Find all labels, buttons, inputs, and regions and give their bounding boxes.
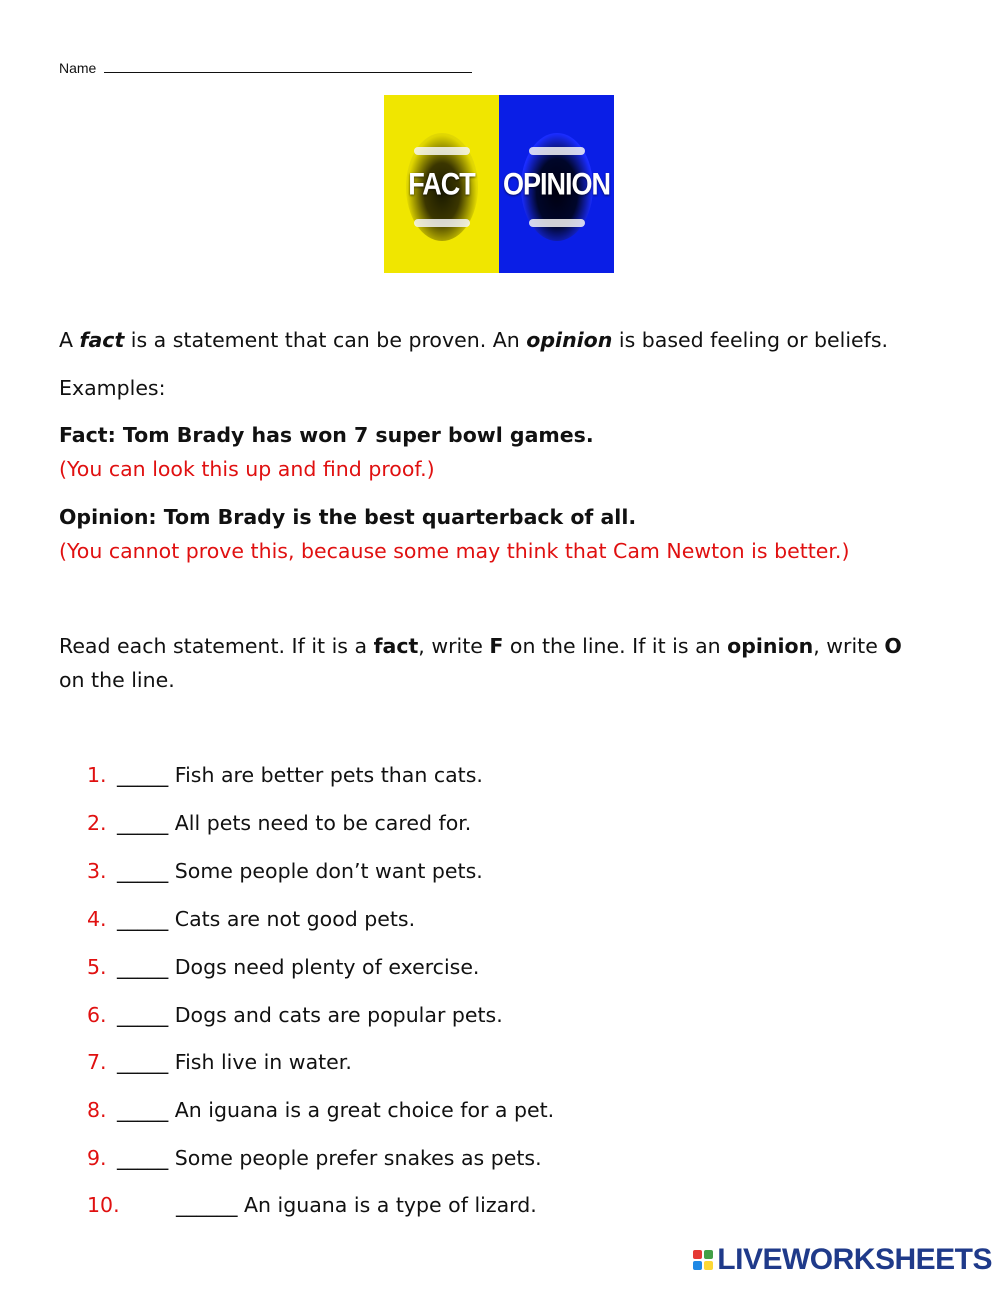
item-number: 3. [87, 859, 107, 883]
item-number: 8. [87, 1098, 107, 1122]
directions-text: Read each statement. If it is a [59, 634, 374, 658]
examples-label: Examples: [59, 376, 166, 400]
directions-text: on the line. If it is an [503, 634, 728, 658]
item-number: 5. [87, 955, 107, 979]
item-number: 1. [87, 763, 107, 787]
opinion-term: opinion [526, 328, 613, 352]
name-field [59, 60, 472, 76]
item-number: 7. [87, 1050, 107, 1074]
item-statement[interactable]: _____ Some people don’t want pets. [117, 859, 483, 883]
fact-opinion-banner [384, 95, 614, 273]
item-number: 6. [87, 1003, 107, 1027]
directions-line-1 [59, 634, 902, 658]
opinion-panel [499, 95, 614, 273]
liveworksheets-logo [693, 1243, 992, 1277]
liveworksheets-logo-icon [693, 1250, 713, 1270]
lower-teeth-icon [414, 219, 470, 227]
directions-opinion-word: opinion [727, 634, 814, 658]
item-statement[interactable]: ______ An iguana is a type of lizard. [176, 1193, 537, 1217]
item-number: 2. [87, 811, 107, 835]
fact-panel [384, 95, 499, 273]
name-blank-line[interactable] [104, 60, 472, 73]
item-statement[interactable]: _____ Dogs and cats are popular pets. [117, 1003, 503, 1027]
opinion-example: Opinion: Tom Brady is the best quarterback of all. [59, 505, 637, 529]
item-statement[interactable]: _____ Cats are not good pets. [117, 907, 416, 931]
item-number: 4. [87, 907, 107, 931]
fact-note: (You can look this up and find proof.) [59, 457, 435, 481]
def-text-c: is based feeling or beliefs. [612, 328, 889, 352]
directions-line-2: on the line. [59, 668, 175, 692]
item-statement[interactable]: _____ An iguana is a great choice for a pet. [117, 1098, 555, 1122]
fact-term: fact [79, 328, 125, 352]
directions-text: , write [418, 634, 490, 658]
upper-teeth-icon [414, 147, 470, 155]
item-statement[interactable]: _____ Fish live in water. [117, 1050, 352, 1074]
item-statement[interactable]: _____ All pets need to be cared for. [117, 811, 472, 835]
item-statement[interactable]: _____ Some people prefer snakes as pets. [117, 1146, 542, 1170]
definition-paragraph [59, 328, 888, 352]
directions-f-letter: F [489, 634, 504, 658]
fact-example: Fact: Tom Brady has won 7 super bowl games. [59, 423, 594, 447]
item-statement[interactable]: _____ Dogs need plenty of exercise. [117, 955, 480, 979]
def-text-b: is a statement that can be proven. An [124, 328, 527, 352]
item-number: 9. [87, 1146, 107, 1170]
logo-wordmark: LIVEWORKSHEETS [717, 1243, 992, 1276]
opinion-word: OPINION [502, 166, 610, 202]
def-text-a: A [59, 328, 80, 352]
directions-text: , write [813, 634, 885, 658]
upper-teeth-icon [529, 147, 585, 155]
item-statement[interactable]: _____ Fish are better pets than cats. [117, 763, 483, 787]
name-label: Name [59, 60, 97, 76]
fact-word: FACT [408, 166, 475, 202]
item-number: 10. [87, 1193, 120, 1217]
lower-teeth-icon [529, 219, 585, 227]
directions-o-letter: O [884, 634, 902, 658]
opinion-note: (You cannot prove this, because some may think that Cam Newton is better.) [59, 539, 850, 563]
directions-fact-word: fact [373, 634, 419, 658]
